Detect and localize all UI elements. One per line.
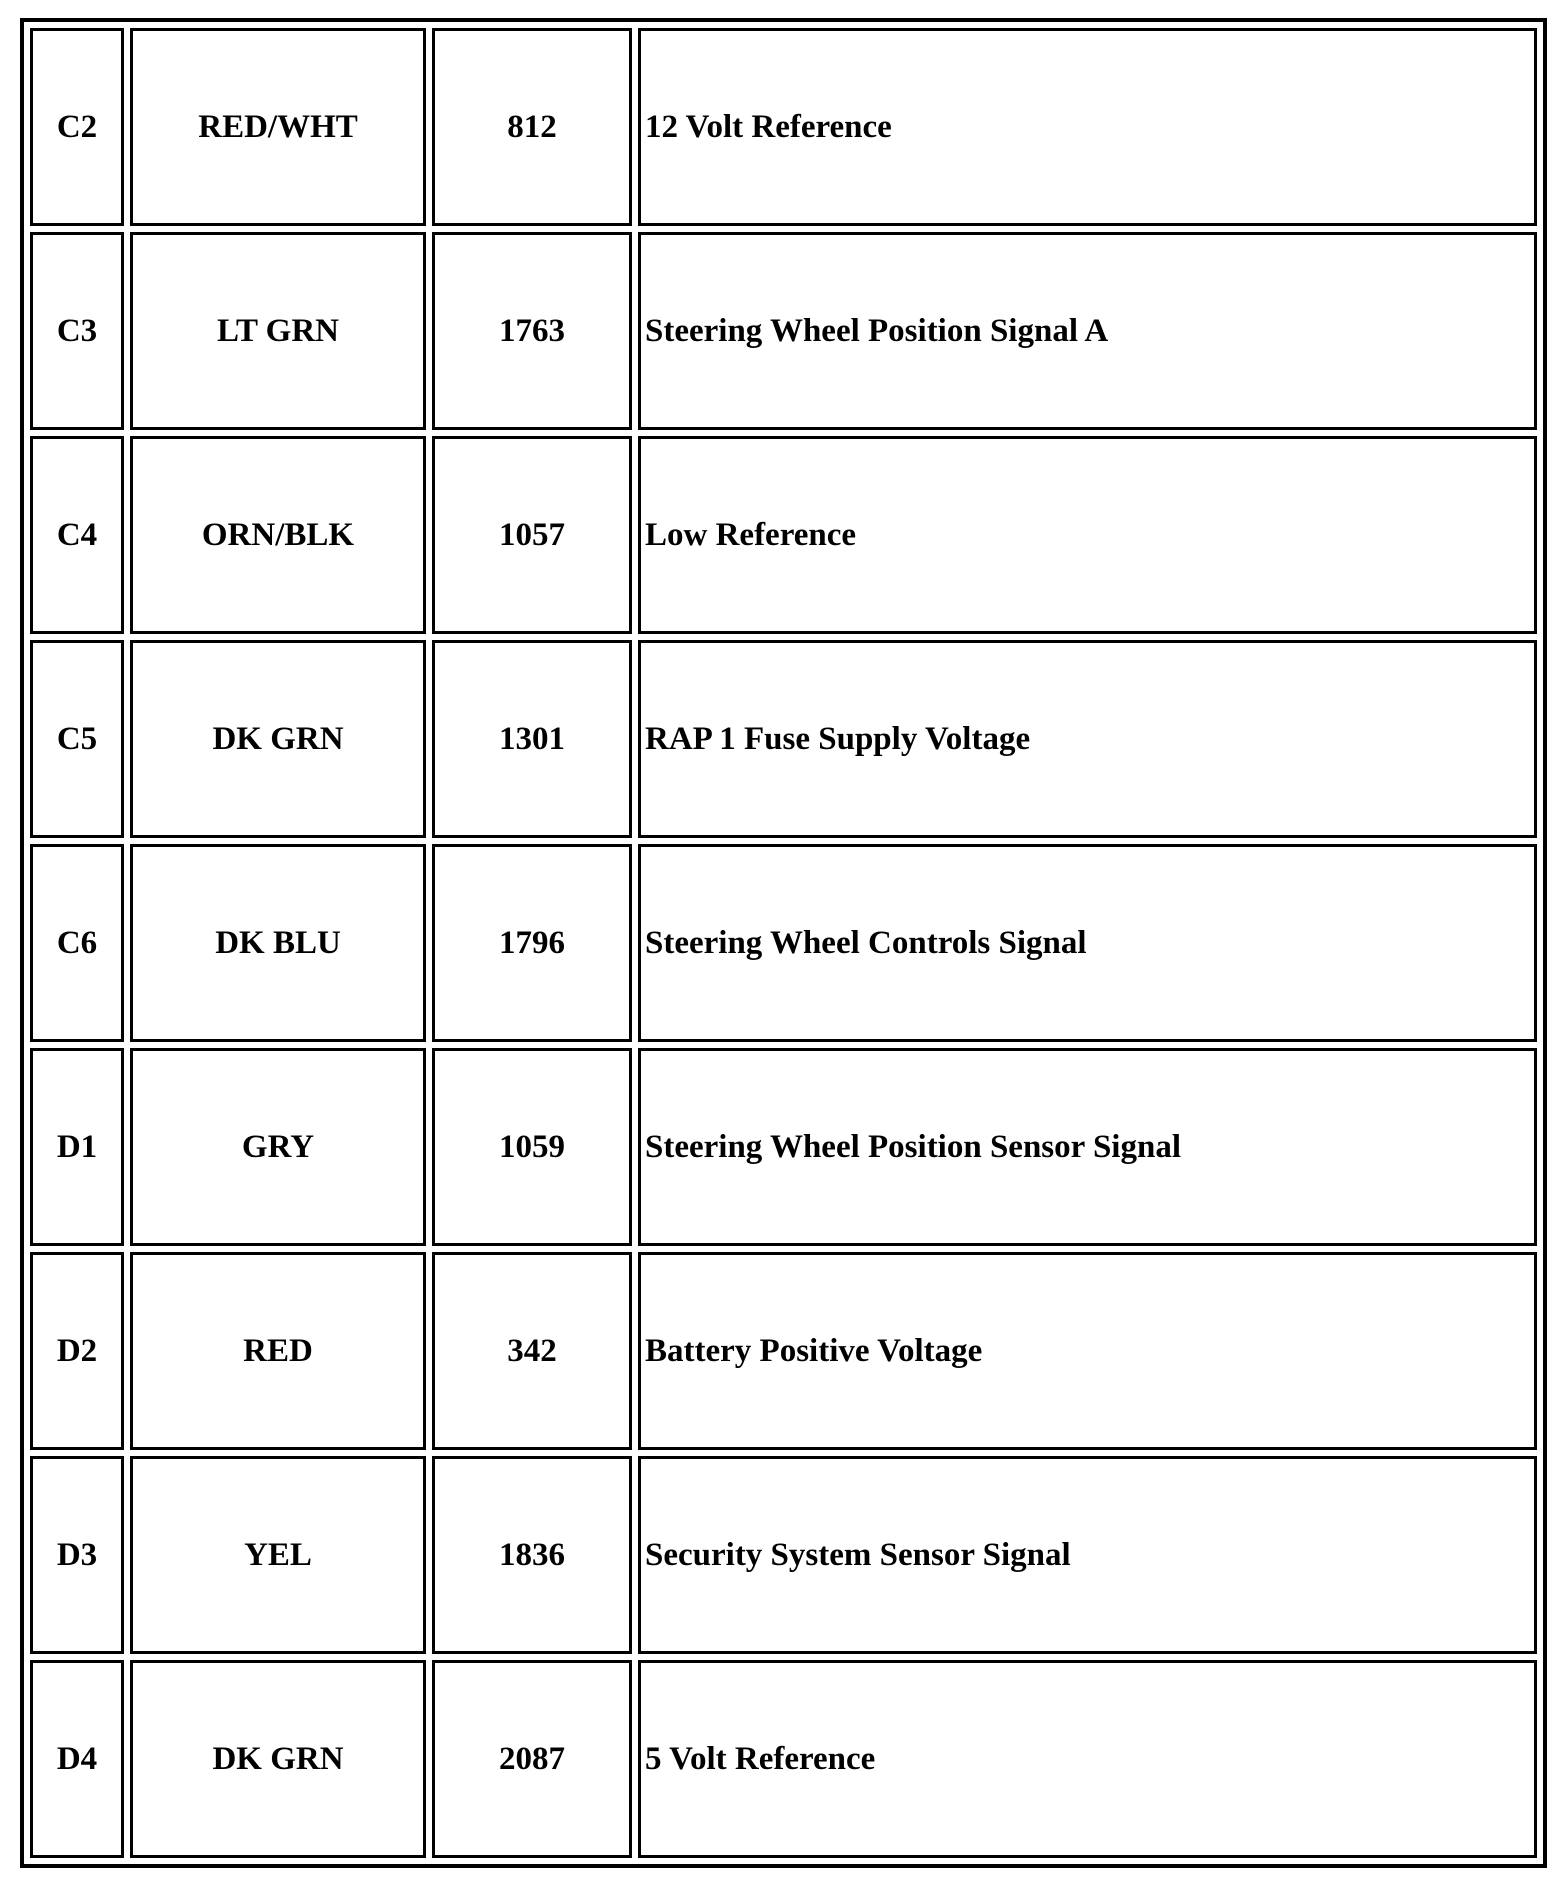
function-cell: RAP 1 Fuse Supply Voltage [638, 640, 1537, 838]
table-row [30, 1252, 1537, 1450]
circuit-number-cell: 1763 [432, 232, 632, 430]
table-row [30, 28, 1537, 226]
circuit-number-cell: 1796 [432, 844, 632, 1042]
wire-color-cell: RED [130, 1252, 426, 1450]
wire-color-cell: ORN/BLK [130, 436, 426, 634]
wire-color-cell: LT GRN [130, 232, 426, 430]
function-cell: 5 Volt Reference [638, 1660, 1537, 1858]
connector-pinout-table [20, 18, 1547, 1868]
pin-cell: C5 [30, 640, 124, 838]
pin-cell: D4 [30, 1660, 124, 1858]
table-row [30, 436, 1537, 634]
table-row [30, 232, 1537, 430]
pin-cell: C4 [30, 436, 124, 634]
circuit-number-cell: 2087 [432, 1660, 632, 1858]
wire-color-cell: DK GRN [130, 640, 426, 838]
wire-color-cell: YEL [130, 1456, 426, 1654]
circuit-number-cell: 1836 [432, 1456, 632, 1654]
circuit-number-cell: 1057 [432, 436, 632, 634]
table-row [30, 844, 1537, 1042]
circuit-number-cell: 812 [432, 28, 632, 226]
table-row [30, 1456, 1537, 1654]
table-row [30, 640, 1537, 838]
circuit-number-cell: 1059 [432, 1048, 632, 1246]
pin-cell: C3 [30, 232, 124, 430]
function-cell: Security System Sensor Signal [638, 1456, 1537, 1654]
table-row [30, 1660, 1537, 1858]
function-cell: Low Reference [638, 436, 1537, 634]
wire-color-cell: DK BLU [130, 844, 426, 1042]
pin-cell: D2 [30, 1252, 124, 1450]
table-row [30, 1048, 1537, 1246]
function-cell: 12 Volt Reference [638, 28, 1537, 226]
wire-color-cell: GRY [130, 1048, 426, 1246]
pin-cell: C2 [30, 28, 124, 226]
circuit-number-cell: 342 [432, 1252, 632, 1450]
pin-cell: C6 [30, 844, 124, 1042]
function-cell: Battery Positive Voltage [638, 1252, 1537, 1450]
function-cell: Steering Wheel Controls Signal [638, 844, 1537, 1042]
wire-color-cell: DK GRN [130, 1660, 426, 1858]
pin-cell: D1 [30, 1048, 124, 1246]
circuit-number-cell: 1301 [432, 640, 632, 838]
function-cell: Steering Wheel Position Sensor Signal [638, 1048, 1537, 1246]
function-cell: Steering Wheel Position Signal A [638, 232, 1537, 430]
pin-cell: D3 [30, 1456, 124, 1654]
wire-color-cell: RED/WHT [130, 28, 426, 226]
